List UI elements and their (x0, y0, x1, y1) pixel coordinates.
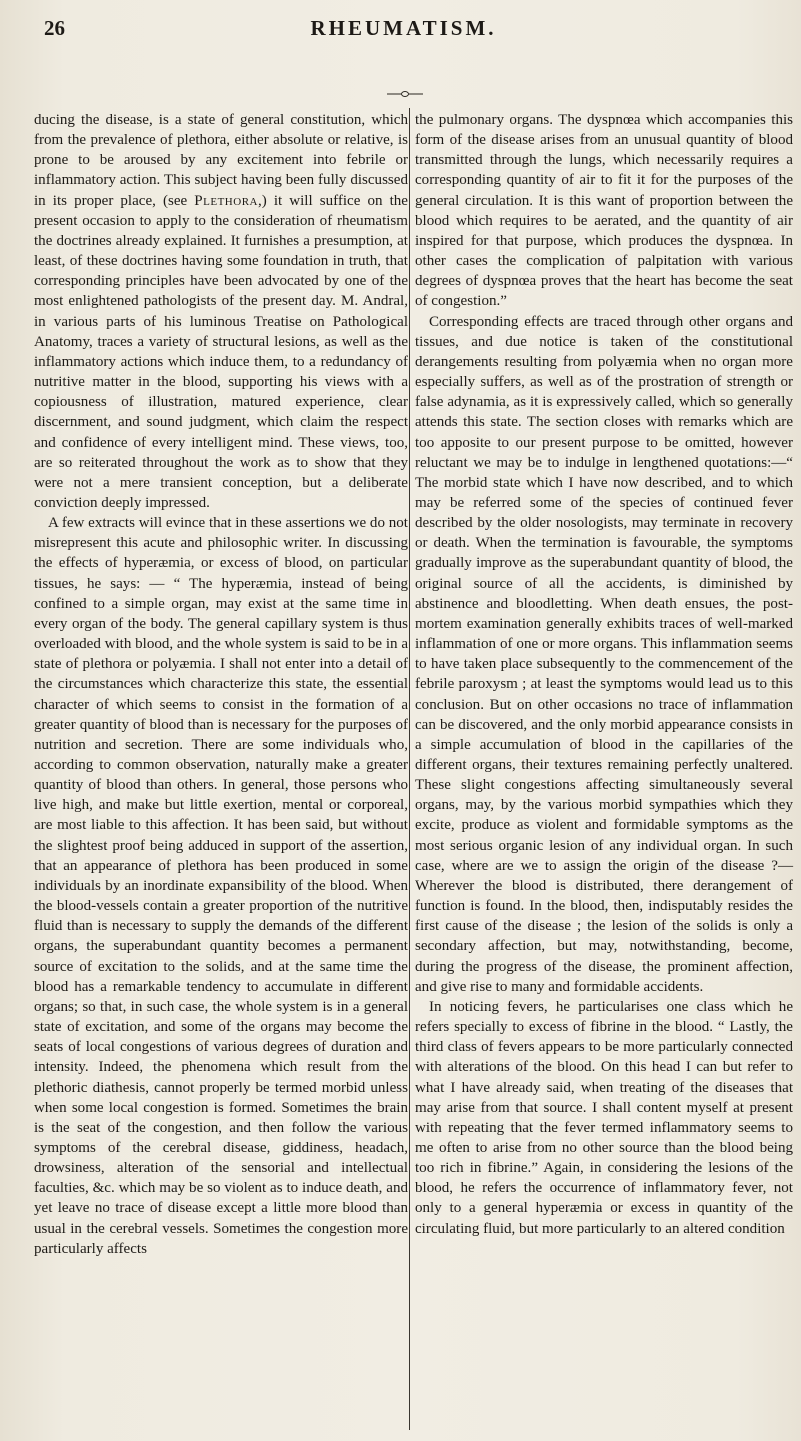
page-number: 26 (44, 16, 65, 40)
right-paragraph-1: the pulmonary organs. The dyspnœa which accompanies this form of the disease arises from an unusual quantity of blood transmitted through the lungs, which necessarily requires a corresponding quantity of air to fit it for the purposes of the general circulation. It is this want of proportion between the blood which requires to be aerated, and the quantity of air inspired for that purpose, which produces the dyspnœa. In other cases the complication of palpitation with various degrees of dyspnœa proves that the heart has become the seat of congestion.” (415, 112, 793, 310)
left-p1-text-after: ,) it will suffice on the present occasion to apply to the consideration of rheumatism the doctrines already explained. It furnishes a presumption, at least, of these doctrines having some foundation in truth, that corresponding principles have been advocated by one of the most enlightened pathologists of the present day. M. Andral, in various parts of his luminous Treatise on Pathological Anatomy, traces a variety of structural lesions, as well as the inflammatory actions which induce them, to a redundancy of nutritive matter in the blood, supporting his views with a copiousness of illustration, matured experience, clear discernment, and sound judgment, which claim the respect and confidence of every intelligent mind. These views, too, are so reiterated throughout the work as to show that they were not a mere transient conception, but a deliberate conviction deeply impressed. (34, 192, 408, 511)
right-paragraph-3: In noticing fevers, he particularises one class which he refers specially to excess of fibrine in the blood. “ Lastly, the third class of fevers appears to be more particularly connected with alterations of the blood. On this head I can but refer to what I have already said, when treating of the diseases that may arise from that source. I shall content myself at present with repeating that the fever termed inflammatory seems to me often to arise from no other source than the blood being too rich in fibrine.” Again, in considering the lesions of the blood, he refers the occurrence of inflammatory fever, not only to a general hyperæmia or excess in quantity of the circulating fluid, but more particularly to an altered condition (415, 998, 793, 1237)
right-column (415, 110, 793, 1239)
left-p1-text-before: ducing the disease, is a state of general constitution, which from the prevalence of plethora, either absolute or relative, is prone to be aroused by any excitement into febrile or inflammatory action. This subject having been fully discussed in its proper place, (see (34, 112, 408, 209)
column-divider (409, 108, 410, 1430)
left-paragraph-2: A few extracts will evince that in these assertions we do not misrepresent this acute and philosophic writer. In discussing the effects of hyperæmia, or excess of blood, on particular tissues, he says: — “ The hyperæmia, instead of being confined to a simple organ, may exist at the same time in every organ of the body. The general capillary system is thus overloaded with blood, and the whole system is said to be in a state of plethora or polyæmia. I shall not enter into a detail of the circumstances which characterize this state, the essential character of which seems to consist in the formation of a greater quantity of blood than is necessary for the purposes of nutrition and secretion. There are some individuals who, according to common observation, naturally make a greater quantity of blood than others. In general, those persons who live high, and make but little exertion, mental or corporeal, are most liable to this affection. It has been said, but without the slightest proof being adduced in support of the assertion, that an appearance of plethora has been produced in some individuals by an inordinate expansibility of the blood. When the blood-vessels contain a greater proportion of the nutritive fluid than is necessary to supply the demands of the different organs, the superabundant quantity becomes a permanent source of excitation to the solids, and at the same time the blood has a remarkable tendency to accumulate in different organs; so that, in such case, the whole system is in a general state of excitation, and some of the organs may become the seats of local congestions of various degrees of duration and intensity. Indeed, the phenomena which result from the plethoric diathesis, cannot properly be termed morbid unless when some local congestion is formed. Sometimes the brain is the seat of the congestion, and then follow the various symptoms of the cerebral disease, giddiness, headach, drowsiness, alteration of the sensorial and intellectual faculties, &c. which may be so violent as to induce death, and yet leave no trace of disease except a little more blood than usual in the cerebral vessels. Sometimes the congestion more particularly affects (34, 515, 409, 1257)
left-paragraph-1 (34, 110, 408, 513)
right-paragraph-2: Corresponding effects are traced through other organs and tissues, and due notice is taken of the constitutional derangements resulting from polyæmia when no organ more especially suffers, as well as of the prostration of strength or false adynamia, as it is expressively called, which so generally attends this state. The section closes with remarks which are too apposite to our present purpose to be omitted, however reluctant we may be to indulge in lengthened quotations:—“ The morbid state which I have now described, and to which may be referred some of the species of continued fever described by the older nosologists, may terminate in recovery or death. When the termination is favourable, the symptoms gradually improve as the superabundant quantity of blood, the original source of all the accidents, is diminished by abstinence and bloodletting. When death ensues, the post-mortem examination generally exhibits traces of well-marked inflammation of one or more organs. This inflammation seems to have taken place subsequently to the commencement of the febrile paroxysm ; at least the symptoms would lead us to this conclusion. But on other occasions no trace of inflammation can be discovered, and the only morbid appearance consists in a simple accumulation of blood in the capillaries of the different organs, their textures remaining perfectly unaltered. These slight congestions affecting simultaneously several organs, may, by the various morbid sympathies which they excite, produce as violent and formidable symptoms as the most serious organic lesion of any individual organ. In such case, where are we to assign the origin of the disease ?—Wherever the blood is distributed, there derangement of function is found. In the blood, then, indisputably resides the first cause of the disease ; the lesion of the solids is only a secondary affection, but may, notwithstanding, become, during the progress of the disease, the prominent affection, and give rise to many and formidable accidents. (415, 313, 793, 995)
header-ornament (385, 90, 425, 98)
plethora-cross-reference: Plethora (194, 192, 258, 209)
page-header (36, 14, 771, 44)
running-title: RHEUMATISM. (310, 16, 497, 40)
left-column (34, 110, 408, 1259)
